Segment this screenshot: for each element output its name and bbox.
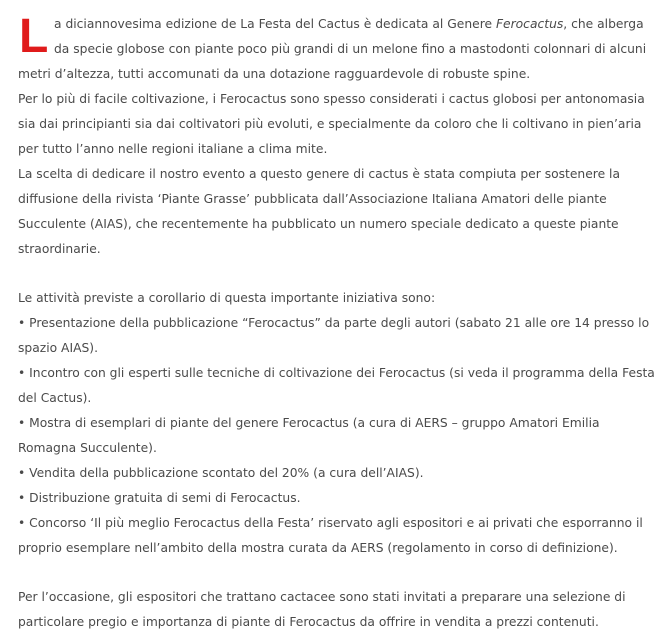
list-item: Romagna Succulente). [18, 441, 157, 455]
list-item: • Incontro con gli esperti sulle tecniche di coltivazione dei Ferocactus (si veda il programma della Festa [18, 366, 655, 380]
text-line: Per lo più di facile coltivazione, i Ferocactus sono spesso considerati i cactus globosi per antonomasia [18, 92, 645, 106]
list-item: • Vendita della pubblicazione scontato del 20% (a cura dell’AIAS). [18, 466, 424, 480]
paragraph-spacer [18, 561, 593, 585]
drop-cap: L [19, 10, 49, 63]
activities-paragraph [18, 286, 655, 561]
article-body [18, 10, 655, 635]
cultivation-paragraph [18, 87, 645, 162]
text-line: La scelta di dedicare il nostro evento a questo genere di cactus è stata compiuta per sostenere la [18, 167, 621, 181]
text-line: Per l’occasione, gli espositori che trattano cactacee sono stati invitati a preparare una selezione di [18, 590, 626, 604]
list-item: • Concorso ‘Il più meglio Ferocactus della Festa’ riservato agli espositori e ai privati che esporranno il [18, 516, 643, 530]
text-line: da specie globose con piante poco più grandi di un melone fino a mastodonti colonnari di alcuni [54, 42, 647, 56]
list-item: spazio AIAS). [18, 341, 99, 355]
italic-genus-name: Ferocactus [495, 17, 564, 31]
text-line: sia dai principianti sia dai coltivatori più evoluti, e specialmente da coloro che li coltivano in pien’aria [18, 117, 642, 131]
text-line: a diciannovesima edizione de La Festa del Cactus è dedicata al Genere Ferocactus, che alberga [54, 17, 644, 31]
intro-paragraph [18, 10, 647, 87]
text-line: Succulente (AIAS), che recentemente ha pubblicato un numero speciale dedicato a queste piante [18, 217, 619, 231]
activities-intro: Le attività previste a corollario di questa importante iniziativa sono: [18, 291, 436, 305]
list-item: • Distribuzione gratuita di semi di Ferocactus. [18, 491, 301, 505]
list-item: proprio esemplare nell’ambito della mostra curata da AERS (regolamento in corso di definizione). [18, 541, 618, 555]
text-line: straordinarie. [18, 242, 101, 256]
text-line: particolare pregio e importanza di piante di Ferocactus da offrire in vendita a prezzi contenuti. [18, 615, 599, 629]
closing-paragraph [18, 585, 626, 635]
text-line: per tutto l’anno nelle regioni italiane a clima mite. [18, 142, 328, 156]
list-item: • Mostra di esemplari di piante del genere Ferocactus (a cura di AERS – gruppo Amatori Emilia [18, 416, 600, 430]
list-item: • Presentazione della pubblicazione “Ferocactus” da parte degli autori (sabato 21 alle ore 14 presso lo [18, 316, 650, 330]
text-line: metri d’altezza, tutti accomunati da una dotazione ragguardevole di robuste spine. [18, 67, 531, 81]
event-choice-paragraph [18, 162, 621, 262]
paragraph-spacer [18, 262, 593, 286]
list-item: del Cactus). [18, 391, 92, 405]
text-line: diffusione della rivista ‘Piante Grasse’ pubblicata dall’Associazione Italiana Amatori delle piante [18, 192, 607, 206]
